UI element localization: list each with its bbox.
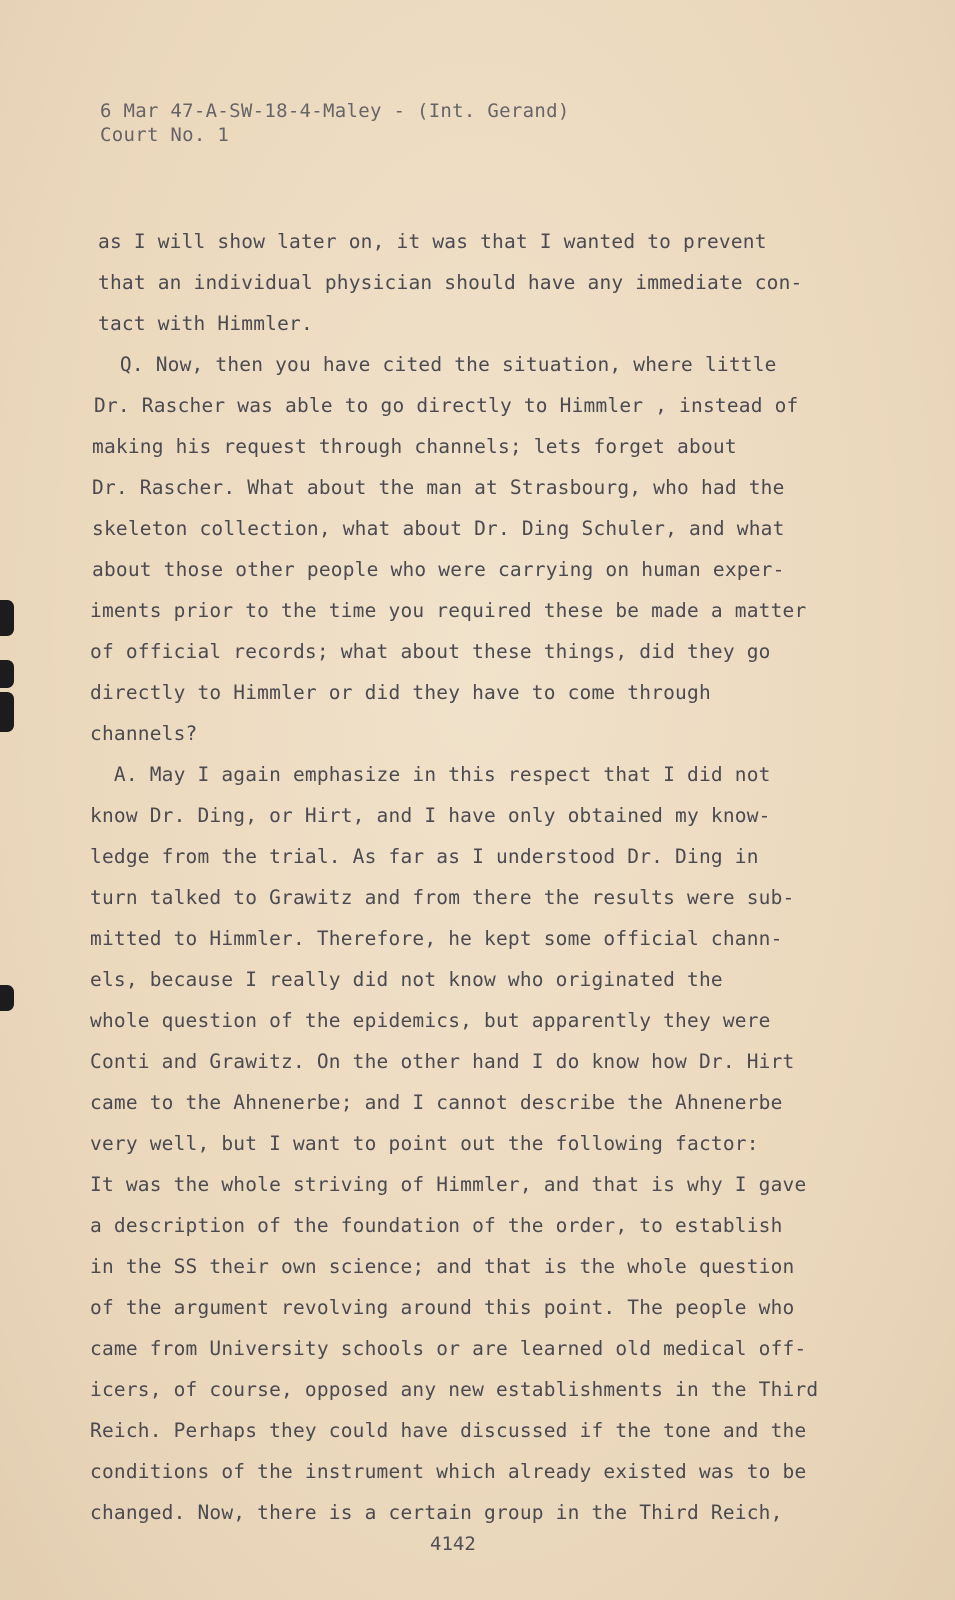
text-line: very well, but I want to point out the following factor: [90,1132,759,1155]
text-line: turn talked to Grawitz and from there the results were sub- [90,886,795,909]
text-line: Q. Now, then you have cited the situation, where little [96,353,777,376]
text-line: know Dr. Ding, or Hirt, and I have only obtained my know- [90,804,771,827]
text-line: a description of the foundation of the order, to establish [90,1214,783,1237]
text-line: skeleton collection, what about Dr. Ding Schuler, and what [92,517,785,540]
binding-edge-marks [0,600,16,1020]
text-line: icers, of course, opposed any new establishments in the Third [90,1378,819,1401]
text-line: tact with Himmler. [98,312,313,335]
text-line: Dr. Rascher was able to go directly to Himmler , instead of [94,394,799,417]
document-header [100,99,570,147]
text-line: Reich. Perhaps they could have discussed if the tone and the [90,1419,807,1442]
text-line: making his request through channels; lets forget about [92,435,737,458]
text-line: A. May I again emphasize in this respect that I did not [90,763,771,786]
text-line: els, because I really did not know who originated the [90,968,723,991]
text-line: that an individual physician should have any immediate con- [98,271,803,294]
transcript-body [90,221,850,1533]
text-line: came from University schools or are learned old medical off- [90,1337,807,1360]
text-line: of official records; what about these things, did they go [90,640,771,663]
text-line: directly to Himmler or did they have to come through [90,681,711,704]
text-line: ledge from the trial. As far as I understood Dr. Ding in [90,845,759,868]
text-line: whole question of the epidemics, but apparently they were [90,1009,771,1032]
text-line: It was the whole striving of Himmler, and that is why I gave [90,1173,807,1196]
text-line: about those other people who were carrying on human exper- [92,558,785,581]
text-line: mitted to Himmler. Therefore, he kept some official chann- [90,927,783,950]
text-line: Conti and Grawitz. On the other hand I do know how Dr. Hirt [90,1050,795,1073]
text-line: of the argument revolving around this point. The people who [90,1296,795,1319]
text-line: in the SS their own science; and that is the whole question [90,1255,795,1278]
text-line: iments prior to the time you required these be made a matter [90,599,807,622]
text-line: channels? [90,722,198,745]
text-line: conditions of the instrument which already existed was to be [90,1460,807,1483]
page-number: 4142 [430,1533,476,1555]
header-court-line: Court No. 1 [100,124,230,146]
header-reference-line: 6 Mar 47-A-SW-18-4-Maley - (Int. Gerand) [100,100,570,122]
text-line: as I will show later on, it was that I wanted to prevent [98,230,767,253]
text-line: came to the Ahnenerbe; and I cannot describe the Ahnenerbe [90,1091,783,1114]
text-line: Dr. Rascher. What about the man at Strasbourg, who had the [92,476,785,499]
text-line: changed. Now, there is a certain group in the Third Reich, [90,1501,783,1524]
